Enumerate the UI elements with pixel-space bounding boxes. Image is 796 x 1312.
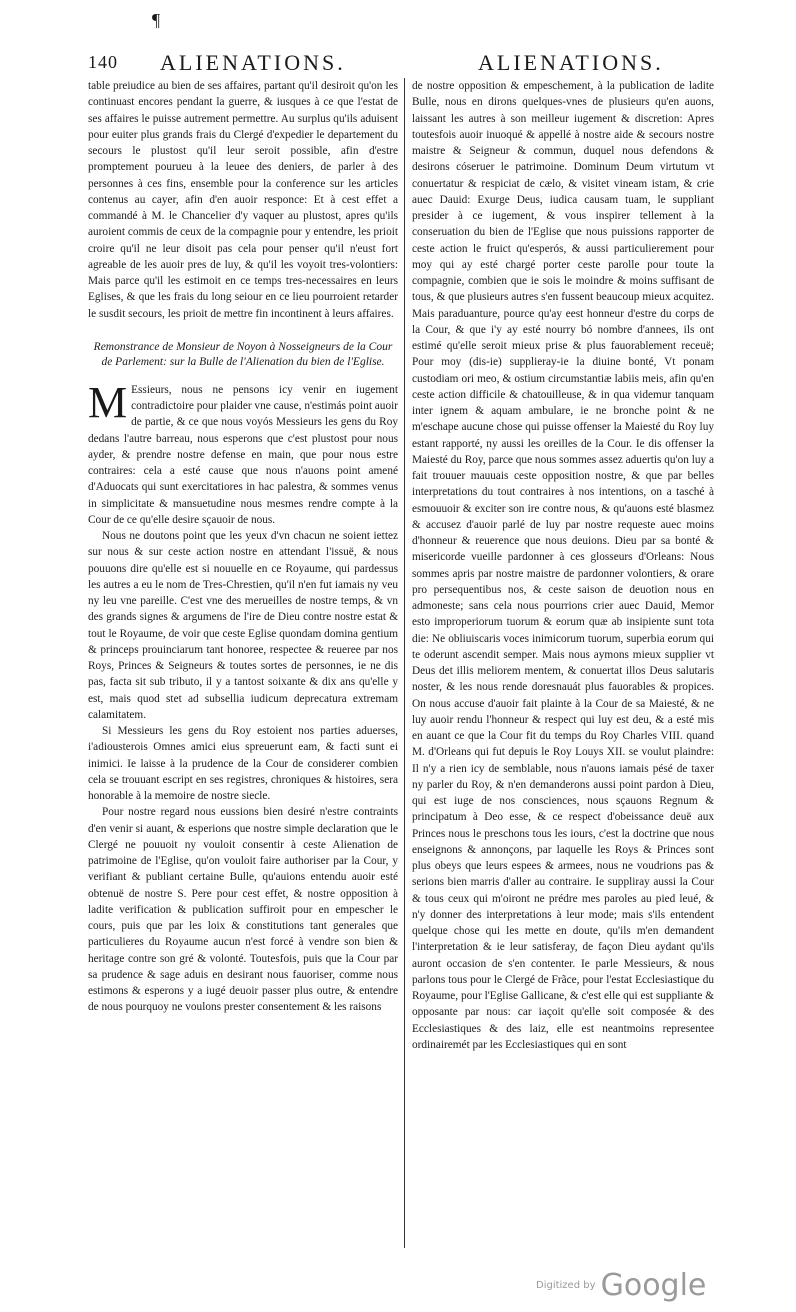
left-paragraph-4: Si Messieurs les gens du Roy estoient nos parties aduerses, i'adiousterois Omnes amici eius spreuerunt eam, & facti sunt ei inimici. Ie laisse à la prudence de la Cour de considerer combien cela se trouuant escript en ses registres, chroniques & histoires, sera honorable à la memoire de nostre siecle. [88,725,398,802]
left-paragraph-3: Nous ne doutons point que les yeux d'vn chacun ne soient iettez sur nous & sur ceste action nostre en attendant l'issuë, & nous pouuons dire qu'elle est si nouuelle en ce Royaume, qui pardessus les autres a eu le nom de Tres-Chrestien, qu'il n'en fut iamais ny veu ny leu vne pareille. C'est vne des merueilles de nostre temps, & vn des grands signes & argumens de l'ire de Dieu contre nostre estat & tout le Royaume, de voir que ceste Eglise quondam domina gentium & princeps prouinciarum tant honoree, respectee & reueree par nos Roys, Princes & Seigneurs & toutes sortes de personnes, ie ne dis pas, facta sit sub tributo, il y a tantost soixante & dix ans qu'elle y est, mais quod stet ad subsellia iudicum deprecatura extremam calamitatem. [88,530,398,721]
page-number: 140 [88,52,118,72]
running-title-left: ALIENATIONS. [160,50,346,75]
right-paragraph-1: de nostre opposition & empeschement, à la publication de ladite Bulle, nous en dirons quelques-vnes de plusieurs qu'en auons, laissant les autres à son meilleur iugement & discretion: Apres toutesfois auoir inuoqué & appellé à nostre aide & secours nostre maistre & Seigneur & commun, duquel nous defendons & desirons cóseruer le patrimoine. Dominum Deum virtutum vt conuertatur & respiciat de cælo, & visitet vineam istam, & crie auec Dauid: Exurge Deus, iudica causam tuam, le suppliant presider à ce iugement, & vous inspirer tellement à la conseruation du bien de l'Eglise que nous puissions rapporter de ceste action le fruict qu'esperós, & aussi particulierement pour moy qui ay esté chargé porter ceste parolle pour toute la compagnie, combien que ie sois le moindre & moins suffisant de tous, & que plusieurs autres s'en fussent beaucoup mieux acquitez. Mais paraduanture, pource qu'ay eest honneur d'estre du corps de la Cour, & que i'y ay esté nourry bó nombre d'annees, ils ont estimé qu'elle seroit mieux prise & plus fauorablement receuë; Pour moy (dis-ie) supplieray-ie la diuine bonté, Vt ponam custodiam ori meo, & ostium circumstantiæ labiis meis, afin qu'en ceste action difficile & chatouilleuse, & in qua videmur tanquam inter ignem & aquam ambulare, ie ne bronche point & ne m'eschape aucune chose qui puisse offenser la Maiesté du Roy luy estant rapporté, ny aussi les oreilles de la Cour. Ie dis offenser la Maiesté du Roy, parce que nous sommes assez aduertis qu'on luy a fait trouuer mauuais ceste opposition nostre, & que par belles interpretations du tout contraires à nos intentions, on a tasché à esmouuoir & exciter son ire contre nous, & qu'auons esté blasmez & accusez d'auoir parlé de luy par nostre requeste auec moins d'honneur & reuerence que nous deuions. Dieu par sa bonté & misericorde vueille pardonner à ces glosseurs d'Orleans: Nous sommes apris par nostre maistre de pardonner volontiers, & orare pro persequentibus nos, & ceste saison de deuotion nous en admoneste; sans cela nous pourrions crier auec Dauid, Memor esto improperiorum tuorum & eorum quæ ab insipiente sunt tota die: Ne obliuiscaris voces inimicorum tuorum, superbia eorum qui te oderunt ascendit semper. Mais nous aymons mieux supplier vt Deus det illis meliorem mentem, & conuertat illos Deus salutaris noster, & les nous rende doresnauát plus fauorables & propices. On nous accuse d'auoir fait plainte à la Cour de sa Maiesté, & ne luy auoir rendu l'honneur & respect qui luy est deu, & a esté mis en auant ce que la Cour fit du temps du Roy Charles VIII. quand M. d'Orleans qui fut depuis le Roy Louys XII. se voulut plaindre: Il n'y a rien icy de semblable, nous n'auons iamais pésé de taxer ny parler du Roy, & n'en demanderons aussi point pardon à Dieu, qui est iuge de nos consciences, nous sçauons Regnum & principatum à Deo esse, & ce respect d'obeissance deuë aux Princes nous le preschons tous les iours, c'est la doctrine que nous enseignons & annonçons, par laquelle les Roys & Princes sont plus obeys que leurs espees & armees, nous ne voudrions pas & serions bien marris d'aller au contraire. Ie suppliray aussi la Cour & tous ceux qui m'oiront ne prédre mes paroles au pied leué, & n'y donner des interpretations à leur mode; mais s'ils entendent quelque chose qui les mette en doute, qu'ils m'en demandent l'interpretation & ie leur satisferay, de façon Dieu aydant qu'ils auront occasion de s'en contenter. Ie parle Messieurs, & nous parlons tous pour le Clergé de Frãce, pour l'estat Ecclesiastique du Royaume, pour l'Eglise Gallicane, & c'est elle qui est suppliante & opposante par nous: car iaçoit qu'elle soit composée & des Ecclesiastiques & des laiz, elle est neantmoins representee ordinairemét par les Ecclesiastiques qui en sont [412,80,714,1051]
drop-cap: M [88,377,128,427]
left-paragraph-1: table preiudice au bien de ses affaires, partant qu'il desiroit qu'on les continuast encores pendant la guerre, & iusques à ce que l'estat de ses affaires le puisse autrement permettre. Au surplus qu'ils aduisent pour euiter plus grands frais du Clergé d'expedier le departement du secours le plustost qu'il leur seroit possible, afin d'estre promptement pourueu à la leuee des deniers, de parler à des personnes à ces fins, ensemble pour la conference sur les articles contenus au cayer, afin d'en auoir responce: Et à cest effet a commandé à M. le Chancelier d'y vaquer au plustost, apres qu'ils auroient commis de ceux de la compagnie pour y entendre, les prioit croire qu'il ne leur disoit pas cela pour penser qu'il n'eust fort agreable de les auoir pres de luy, & qu'il les voyoit tres-volontiers: Mais parce qu'il les estimoit en ce temps tres-necessaires en leurs Eglises, & que les frais du long seiour en ce lieu pourroient retarder le susdit secours, les prioit de mettre fin incontinent à leurs affaires. [88,80,398,320]
google-watermark [536,1268,706,1303]
left-column [88,78,398,1016]
running-title-right: ALIENATIONS. [478,50,664,75]
left-paragraph-2 [88,377,398,528]
section-heading: Remonstrance de Monsieur de Noyon à Nosseigneurs de la Cour de Parlement: sur la Bulle de l'Alienation du bien de l'Eglise. [93,340,393,368]
page-mark: ¶ [152,10,161,30]
watermark-prefix: Digitized by [536,1280,596,1291]
right-column [412,78,714,1053]
column-divider [404,78,405,1248]
left-paragraph-5: Pour nostre regard nous eussions bien desiré n'estre contraints d'en venir si auant, & esperions que nostre simple declaration que le Clergé ne pouuoit ny vouloit consentir à ceste Alienation de patrimoine de l'Eglise, qu'on vouloit faire authoriser par la Cour, y verifiant & publiant certaine Bulle, qu'auions entendu auoir esté obtenuë de nostre S. Pere pour cest effet, & nostre opposition à ladite verification & publication suffiroit pour en empescher le cours, puis que par les loix & constitutions tant generales que particulieres du Royaume aucun n'est forcé à vendre son bien & heritage contre son gré & volonté. Toutesfois, puis que la Cour par sa prudence & sage aduis en desirant nous fauoriser, comme nous estimons & esperons y a iugé deuoir passer plus outre, & entendre de nous pourquoy ne voulons prester consentement & les raisons [88,806,398,1014]
left-paragraph-2-text: Essieurs, nous ne pensons icy venir en iugement contradictoire pour plaider vne cause, n'estimás point auoir de partie, & ce que nous voyós Messieurs les gens du Roy dedans l'autre barreau, nous esperons que c'est plustost pour nous ayder, & prendre nostre defense en main, que pour nous estre contraires: cela a esté cause que nous n'auons point amené d'Aduocats qui sunt exercitatiores in hac palestra, & sommes venus in simplicitate & mansuetudine nous mesmes rendre compte à la Cour de ce qu'elle desire sçauoir de nous. [88,383,398,526]
watermark-brand: Google [600,1268,707,1303]
